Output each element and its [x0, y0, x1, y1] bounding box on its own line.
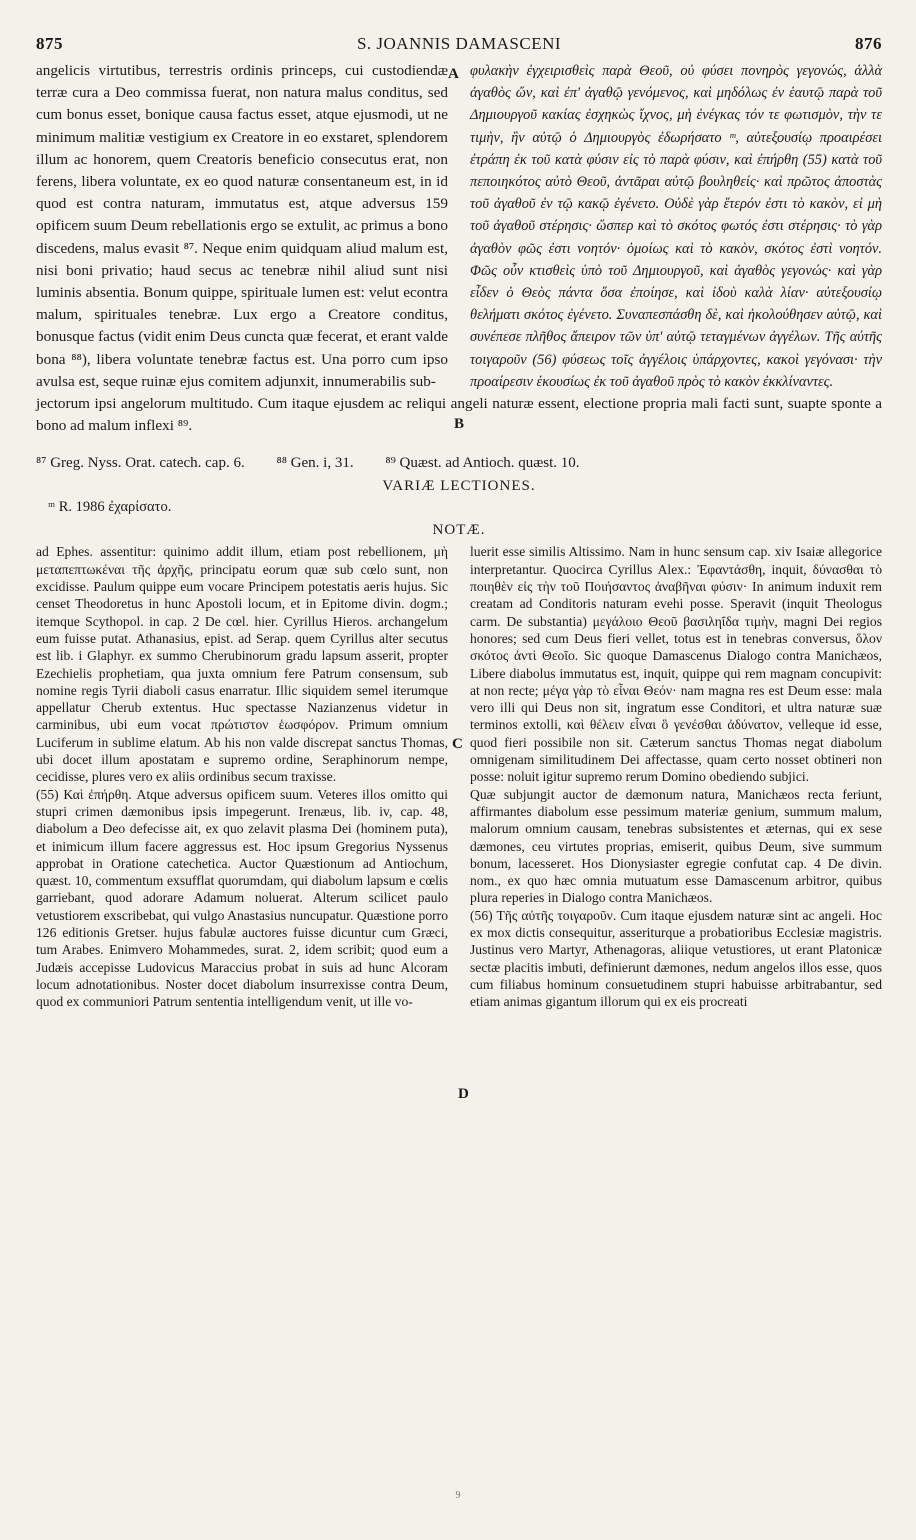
- footnotes: [36, 455, 882, 472]
- footnote-88: ⁸⁸ Gen. i, 31.: [276, 455, 354, 472]
- margin-letter-a: A: [448, 66, 459, 82]
- notes: [36, 543, 882, 1010]
- note-paragraph: (55) Καὶ ἐπήρθη. Atque adversus opificem suum. Veteres illos omitto qui stupri crimen dæmonibus ipsis impegerunt. Irenæus, lib. iv, cap. 48, diabolum a Deo defecisse ait, ex quo zelavit plasma Dei (hominem puta), et inimicum illum facere aggressus est. Hoc ipsum Gregorius Nyssenus approbat in Oratione catechetica. Auctor Quæstionum ad Antiochum, quæst. 10, commentum exsufflat quorumdam, qui diabolum lapsum e cœlis garriebant, quod adorare Adamum noluerat. Alterum scilicet paulo vetustiorem exscribebat, qui vulgo Anastasius nuncupatur. Quæstione porro 126 editionis Gretser. hujus fabulæ auctores fuisse dicuntur cum Græci, tum Arabes. Enimvero Mohammedes, surat. 2, idem scribit; quod eum a Judæis accepisse Ludovicus Maraccius probat in suis ad hunc Alcoram locum adnotationibus. Noster docet diabolum insurrexisse contra Deum, quod ex communiori Patrum sententia intelligendum venit, ut ille vo-: [36, 786, 448, 1010]
- running-header: [36, 34, 882, 60]
- left-column-number: 875: [36, 34, 63, 53]
- latin-column: [36, 60, 448, 393]
- main-text: [36, 60, 882, 393]
- margin-letter-d: D: [458, 1086, 469, 1102]
- note-paragraph: ad Ephes. assentitur: quinimo addit illum, etiam post rebellionem, μὴ μεταπεπτωκέναι τῆς ἀρχῆς, principatu eorum quæ sub cœlo sunt, non excidisse. Paulum quippe eum vocare Principem potestatis aeris hujus. Sic censet Theodoretus in hunc Apostoli locum, et in Epitome divin. dogm.; itemque Scythopol. in cap. 2 De cœl. hier. Cyrillus Hieros. archangelum eum fuisse putat. Athanasius, epist. ad Serap. quem Cyrillus alter secutus est lib. i Glaphyr. ex summo Cherubinorum gradu lapsum asserit, propter Ezechielis prophetiam, qua juxta omnium fere Patrum consensum, sub nomine regis Tyrii diaboli casus enarratur. Illic siquidem semel iterumque appellatur Cherub extentus. Huc spectasse Nazianzenus videtur in carminibus, ubi eum vocat πρώτιστον ἑωσφόρον. Primum omnium Luciferum in sublime elatum. Ab his non valde discrepat sanctus Thomas, ubi docet illum apostatam e supremo ordine, Seraphinorum nempe, cecidisse, plures vero ex aliis ordinibus secum traxisse.: [36, 544, 448, 785]
- notae-heading: NOTÆ.: [432, 522, 486, 539]
- note-paragraph: luerit esse similis Altissimo. Nam in hunc sensum cap. xiv Isaiæ allegorice interpretantur. Quocirca Cyrillus Alex.: Ἐφαντάσθη, inquit, δύνασθαι τὸ ποιηθὲν εἰς τὴν τοῦ Ποιήσαντος ἀναβῆναι φύσιν· In animum induxit rem creatam ad Conditoris naturam evehi posse. Speravit (inquit Theologus carm. De substantia) μεγάλοιο Θεοῦ βασιληΐδα τιμὴν, magni Dei regios honores; sed cum Deus fieri vellet, totus est in tenebras conversus, ὅλον σκότος ἀντὶ Θεοῖο. Sic quoque Damascenus Dialogo contra Manichæos, Libere diabolus immutatus est, inquit, quippe qui rem magnam concupivit: at non recte; μέγα γὰρ τὸ εἶναι Θεόν· nam magna res est Deum esse: mala vero illi qui Deus non sit, ingratum esse Conditori, et ultra naturæ suæ terminos extolli, καὶ θέλειν εἶναι ὃ γενέσθαι ἀδύνατον, velleque id esse, quod fieri possibile non sit. Cæterum sanctus Thomas negat diabolum omnigenam similitudinem Dei affectasse, quam certo nosset obtineri non posse: noluit igitur supremo rerum Domino obediendo subjici.: [470, 544, 882, 785]
- note-paragraph: (56) Τῆς αὐτῆς τοιγαροῦν. Cum itaque ejusdem naturæ sint ac angeli. Hoc ex mox dictis consequitur, asseriturque a probatioribus Ecclesiæ magistris. Justinus vero Martyr, Athenagoras, aliique vetustiores, ut erant Platonicæ sectæ placitis imbuti, definierunt dæmones, nedum angelos illos esse, quos cum filiabus hominum consuetudinem stupri habuisse arbitrabantur, sed etiam animas gigantum illorum qui ex eis procreati: [470, 907, 882, 1010]
- notes-right-column: [470, 543, 882, 1010]
- notes-left-column: [36, 543, 448, 1010]
- right-column-number: 876: [855, 34, 882, 53]
- margin-letter-c: C: [452, 736, 463, 752]
- margin-letter-b: B: [454, 416, 465, 432]
- page: [36, 34, 882, 1010]
- footnote-89: ⁸⁹ Quæst. ad Antioch. quæst. 10.: [385, 455, 580, 472]
- variant-reading: ᵐ R. 1986 ἐχαρίσατο.: [48, 499, 172, 516]
- variae-heading: VARIÆ LECTIONES.: [382, 478, 536, 495]
- greek-paragraph: φυλακὴν ἐγχειρισθεὶς παρὰ Θεοῦ, οὐ φύσει πονηρὸς γεγονώς, ἀλλὰ ἀγαθὸς ὤν, καὶ ἐπ' ἀγαθῷ γενόμενος, καὶ μηδόλως ἐν ἑαυτῷ παρὰ τοῦ Δημιουργοῦ κακίας ἐσχηκὼς ἴχνος, μὴ ἐνέγκας τόν τε φωτισμὸν, τὴν τε τιμὴν, ἣν αὐτῷ ὁ Δημιουργὸς ἐδωρήσατο ᵐ, αὐτεξουσίῳ προαιρέσει ἐτράπη ἐκ τοῦ κατὰ φύσιν εἰς τὸ παρὰ φύσιν, καὶ ἐπήρθη (55) κατὰ τοῦ πεποιηκότος αὐτὸ Θεοῦ, ἀντᾶραι αὐτῷ βουληθείς· καὶ πρῶτος ἀποστὰς τοῦ ἀγαθοῦ ἐν τῷ κακῷ ἐγένετο. Οὐδὲ γὰρ ἕτερόν ἐστι τὸ κακὸν, εἰ μὴ τοῦ ἀγαθοῦ στέρησις· ὥσπερ καὶ τὸ σκότος φωτός ἐστι στέρησις· τὸ γὰρ ἀγαθὸν φῶς ἐστι νοητόν· ὁμοίως καὶ τὸ κακὸν, σκότος ἐστὶ νοητόν. Φῶς οὖν κτισθεὶς ὑπὸ τοῦ Δημιουργοῦ, καὶ ἀγαθὸς γεγονώς· καὶ γὰρ εἶδεν ὁ Θεὸς πάντα ὅσα ἐποίησε, καὶ ἰδοὺ καλὰ λίαν· αὐτεξουσίῳ θελήματι σκότος ἐγένετο. Συναπεσπάσθη δὲ, καὶ ἠκολούθησεν αὐτῷ, καὶ συνέπεσε πλῆθος ἄπειρον τῶν ὑπ' αὐτῷ τεταγμένων ἀγγέλων. Τῆς αὐτῆς τοιγαροῦν (56) φύσεως τοῖς ἀγγέλοις ὑπάρχοντες, κακοὶ γεγόνασι· τὴν προαίρεσιν ἑκουσίως ἐκ τοῦ ἀγαθοῦ πρὸς τὸ κακὸν ἐκκλίναντες.: [470, 63, 882, 390]
- latin-paragraph: angelicis virtutibus, terrestris ordinis princeps, cui custodiendæ terræ cura a Deo commissa fuerat, non natura malus conditus, sed cum bonus esset, bonique causa factus esset, atque ejusmodi, ut ne minimum malitiæ vestigium ex Creatore in eo exstaret, splendorem illum ac honorem, quem Creatoris beneficio consecutus erat, non ferens, libera voluntate, ex eo quod naturæ consentaneum est, in id quod est contra naturam, immutatus est, atque adversus 159 opificem suum Deum rebellationis ergo se extulit, ac primus a bono discedens, malus evasit ⁸⁷. Neque enim quidquam aliud malum est, nisi boni privatio; haud secus ac tenebræ nihil aliud sunt nisi luminis absentia. Bonum quippe, spirituale lumen est: velut econtra malum, spirituales tenebræ. Lux ergo a Creatore conditus, bonusque factus (vidit enim Deus cuncta quæ fecerat, et erant valde bona ⁸⁸), libera voluntate tenebræ factus est. Una porro cum ipso avulsa est, seque ruinæ ejus comitem adjunxit, innumerabilis sub-: [36, 62, 448, 390]
- running-title: S. JOANNIS DAMASCENI: [356, 34, 562, 53]
- footnote-87: ⁸⁷ Greg. Nyss. Orat. catech. cap. 6.: [36, 455, 245, 472]
- note-paragraph: Quæ subjungit auctor de dæmonum natura, Manichæos recta feriunt, affirmantes diabolum esse pessimum materiæ genium, summum malum, malorum omnium causam, tenebras subsistentes et æternas, qui ex sese dæmones, ceu virtutes proprias, emiserit, quibus Deum, sive summum bonum, lacesseret. Hos Dionysiaster egregie confutat cap. 4 De divin. nom., ex quo hæc omnia mutuatum esse Damascenum arbitror, quibus plura reperies in Dialogo contra Manichæos.: [470, 786, 882, 906]
- latin-continuation: jectorum ipsi angelorum multitudo. Cum itaque ejusdem ac reliqui angeli naturæ essent, electione propria mali facti sunt, suapte sponte a bono ad malum inflexi ⁸⁹.: [36, 395, 882, 435]
- greek-column: [470, 60, 882, 393]
- folio-mark: 9: [455, 1490, 461, 1501]
